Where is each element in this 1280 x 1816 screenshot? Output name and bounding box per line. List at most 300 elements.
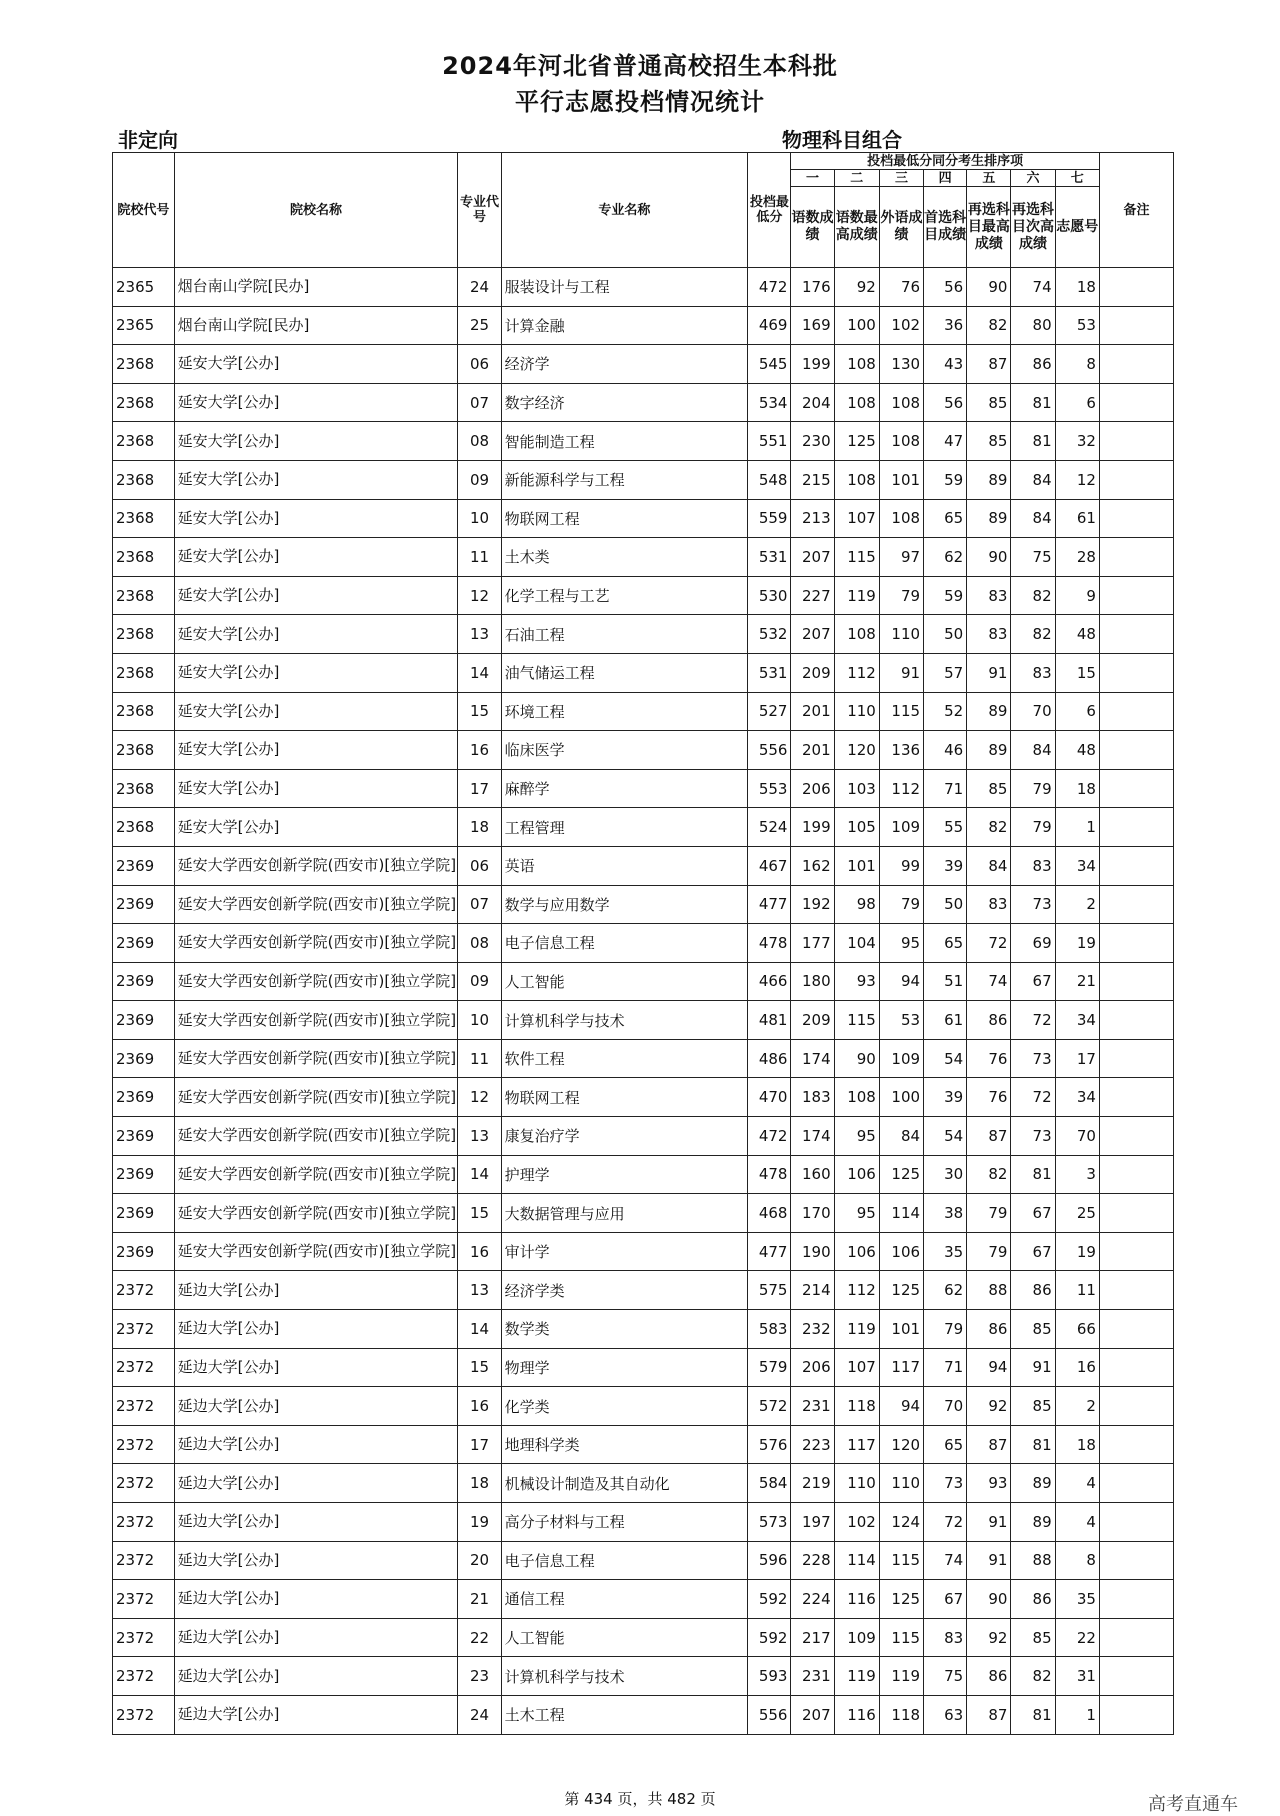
rank1-cell: 180 xyxy=(791,962,834,1001)
school-name-cell: 延边大学[公办] xyxy=(174,1271,458,1310)
rank4-cell: 71 xyxy=(924,1348,967,1387)
school-name-cell: 延安大学[公办] xyxy=(174,345,458,384)
school-code-cell: 2368 xyxy=(113,383,175,422)
rank7-cell: 48 xyxy=(1055,731,1099,770)
major-name-cell: 土木类 xyxy=(501,538,748,577)
rank7-cell: 16 xyxy=(1055,1348,1099,1387)
rank2-cell: 119 xyxy=(834,1657,879,1696)
table-row xyxy=(113,924,1174,963)
table-row xyxy=(113,460,1174,499)
school-name-cell: 延边大学[公办] xyxy=(174,1464,458,1503)
major-code-cell: 15 xyxy=(458,1348,501,1387)
school-code-cell: 2368 xyxy=(113,538,175,577)
major-name-cell: 数学类 xyxy=(501,1310,748,1349)
rank7-cell: 22 xyxy=(1055,1618,1099,1657)
rank3-cell: 102 xyxy=(879,306,923,345)
rank6-cell: 81 xyxy=(1011,383,1055,422)
major-code-cell: 07 xyxy=(458,885,501,924)
rank4-cell: 50 xyxy=(924,615,967,654)
rank2-cell: 115 xyxy=(834,1001,879,1040)
major-name-cell: 经济学 xyxy=(501,345,748,384)
rank7-cell: 4 xyxy=(1055,1503,1099,1542)
rank5-cell: 89 xyxy=(967,731,1011,770)
major-name-cell: 服装设计与工程 xyxy=(501,268,748,307)
school-code-cell: 2369 xyxy=(113,1117,175,1156)
min-score-cell: 556 xyxy=(748,731,791,770)
major-code-cell: 17 xyxy=(458,769,501,808)
remark-cell xyxy=(1099,422,1173,461)
rank1-cell: 162 xyxy=(791,846,834,885)
rank3-cell: 101 xyxy=(879,460,923,499)
major-name-cell: 物联网工程 xyxy=(501,499,748,538)
rank3-cell: 130 xyxy=(879,345,923,384)
school-name-cell: 延安大学[公办] xyxy=(174,383,458,422)
rank1-cell: 204 xyxy=(791,383,834,422)
major-code-cell: 19 xyxy=(458,1503,501,1542)
major-name-cell: 油气储运工程 xyxy=(501,653,748,692)
rank7-cell: 9 xyxy=(1055,576,1099,615)
rank1-cell: 223 xyxy=(791,1425,834,1464)
rank4-cell: 39 xyxy=(924,1078,967,1117)
rank2-cell: 125 xyxy=(834,422,879,461)
major-name-cell: 软件工程 xyxy=(501,1039,748,1078)
rank5-cell: 85 xyxy=(967,383,1011,422)
rank7-cell: 11 xyxy=(1055,1271,1099,1310)
remark-cell xyxy=(1099,345,1173,384)
remark-cell xyxy=(1099,499,1173,538)
min-score-cell: 559 xyxy=(748,499,791,538)
major-code-cell: 16 xyxy=(458,1232,501,1271)
min-score-cell: 592 xyxy=(748,1580,791,1619)
rank2-cell: 109 xyxy=(834,1618,879,1657)
rank4-cell: 65 xyxy=(924,1425,967,1464)
school-code-cell: 2368 xyxy=(113,692,175,731)
major-code-cell: 14 xyxy=(458,1310,501,1349)
major-code-cell: 08 xyxy=(458,924,501,963)
school-code-cell: 2369 xyxy=(113,846,175,885)
rank6-cell: 72 xyxy=(1011,1078,1055,1117)
rank1-cell: 192 xyxy=(791,885,834,924)
rank1-cell: 174 xyxy=(791,1117,834,1156)
school-name-cell: 延安大学[公办] xyxy=(174,769,458,808)
header-school-name: 院校名称 xyxy=(174,153,458,268)
remark-cell xyxy=(1099,692,1173,731)
school-code-cell: 2372 xyxy=(113,1503,175,1542)
rank5-cell: 79 xyxy=(967,1232,1011,1271)
rank4-cell: 65 xyxy=(924,924,967,963)
rank2-cell: 116 xyxy=(834,1695,879,1734)
rank3-cell: 100 xyxy=(879,1078,923,1117)
remark-cell xyxy=(1099,924,1173,963)
min-score-cell: 466 xyxy=(748,962,791,1001)
rank-label: 再选科目最高成绩 xyxy=(967,187,1011,268)
rank7-cell: 28 xyxy=(1055,538,1099,577)
rank4-cell: 30 xyxy=(924,1155,967,1194)
rank4-cell: 79 xyxy=(924,1310,967,1349)
min-score-cell: 572 xyxy=(748,1387,791,1426)
table-row xyxy=(113,769,1174,808)
rank5-cell: 87 xyxy=(967,345,1011,384)
rank4-cell: 71 xyxy=(924,769,967,808)
rank1-cell: 206 xyxy=(791,769,834,808)
rank7-cell: 18 xyxy=(1055,1425,1099,1464)
remark-cell xyxy=(1099,653,1173,692)
rank2-cell: 93 xyxy=(834,962,879,1001)
rank1-cell: 190 xyxy=(791,1232,834,1271)
school-name-cell: 延边大学[公办] xyxy=(174,1695,458,1734)
remark-cell xyxy=(1099,576,1173,615)
min-score-cell: 534 xyxy=(748,383,791,422)
remark-cell xyxy=(1099,268,1173,307)
table-row xyxy=(113,383,1174,422)
rank4-cell: 36 xyxy=(924,306,967,345)
school-code-cell: 2372 xyxy=(113,1657,175,1696)
min-score-cell: 593 xyxy=(748,1657,791,1696)
rank4-cell: 63 xyxy=(924,1695,967,1734)
min-score-cell: 472 xyxy=(748,268,791,307)
rank4-cell: 43 xyxy=(924,345,967,384)
major-name-cell: 电子信息工程 xyxy=(501,924,748,963)
rank2-cell: 108 xyxy=(834,345,879,384)
school-name-cell: 延安大学[公办] xyxy=(174,653,458,692)
major-code-cell: 15 xyxy=(458,1194,501,1233)
rank5-cell: 76 xyxy=(967,1078,1011,1117)
table-row xyxy=(113,808,1174,847)
table-row xyxy=(113,1348,1174,1387)
rank4-cell: 47 xyxy=(924,422,967,461)
major-code-cell: 25 xyxy=(458,306,501,345)
school-code-cell: 2369 xyxy=(113,1155,175,1194)
school-code-cell: 2369 xyxy=(113,885,175,924)
rank6-cell: 84 xyxy=(1011,731,1055,770)
subject-group-label: 物理科目组合 xyxy=(782,128,902,152)
rank7-cell: 18 xyxy=(1055,769,1099,808)
major-name-cell: 计算机科学与技术 xyxy=(501,1001,748,1040)
rank2-cell: 92 xyxy=(834,268,879,307)
remark-cell xyxy=(1099,1155,1173,1194)
rank7-cell: 4 xyxy=(1055,1464,1099,1503)
table-row xyxy=(113,345,1174,384)
rank6-cell: 73 xyxy=(1011,885,1055,924)
school-name-cell: 延安大学西安创新学院(西安市)[独立学院] xyxy=(174,924,458,963)
rank2-cell: 98 xyxy=(834,885,879,924)
remark-cell xyxy=(1099,885,1173,924)
rank-number: 五 xyxy=(967,170,1011,187)
min-score-cell: 575 xyxy=(748,1271,791,1310)
school-code-cell: 2372 xyxy=(113,1387,175,1426)
rank7-cell: 18 xyxy=(1055,268,1099,307)
remark-cell xyxy=(1099,1503,1173,1542)
rank6-cell: 85 xyxy=(1011,1618,1055,1657)
rank6-cell: 81 xyxy=(1011,1155,1055,1194)
school-name-cell: 延边大学[公办] xyxy=(174,1541,458,1580)
rank5-cell: 84 xyxy=(967,846,1011,885)
school-name-cell: 延安大学西安创新学院(西安市)[独立学院] xyxy=(174,1232,458,1271)
school-code-cell: 2368 xyxy=(113,499,175,538)
rank1-cell: 219 xyxy=(791,1464,834,1503)
rank1-cell: 207 xyxy=(791,538,834,577)
table-row xyxy=(113,1541,1174,1580)
rank1-cell: 209 xyxy=(791,653,834,692)
rank2-cell: 95 xyxy=(834,1117,879,1156)
rank7-cell: 17 xyxy=(1055,1039,1099,1078)
remark-cell xyxy=(1099,306,1173,345)
page-title-line2: 平行志愿投档情况统计 xyxy=(515,88,765,116)
major-name-cell: 英语 xyxy=(501,846,748,885)
rank7-cell: 48 xyxy=(1055,615,1099,654)
major-code-cell: 11 xyxy=(458,538,501,577)
school-code-cell: 2372 xyxy=(113,1348,175,1387)
major-code-cell: 07 xyxy=(458,383,501,422)
rank4-cell: 54 xyxy=(924,1039,967,1078)
table-row xyxy=(113,422,1174,461)
min-score-cell: 531 xyxy=(748,538,791,577)
rank5-cell: 76 xyxy=(967,1039,1011,1078)
rank2-cell: 90 xyxy=(834,1039,879,1078)
rank6-cell: 85 xyxy=(1011,1310,1055,1349)
rank2-cell: 100 xyxy=(834,306,879,345)
rank7-cell: 25 xyxy=(1055,1194,1099,1233)
school-code-cell: 2372 xyxy=(113,1618,175,1657)
school-code-cell: 2368 xyxy=(113,769,175,808)
rank5-cell: 82 xyxy=(967,306,1011,345)
min-score-cell: 467 xyxy=(748,846,791,885)
major-code-cell: 24 xyxy=(458,1695,501,1734)
min-score-cell: 584 xyxy=(748,1464,791,1503)
school-name-cell: 延安大学[公办] xyxy=(174,692,458,731)
rank6-cell: 88 xyxy=(1011,1541,1055,1580)
major-code-cell: 21 xyxy=(458,1580,501,1619)
rank7-cell: 2 xyxy=(1055,885,1099,924)
major-code-cell: 06 xyxy=(458,345,501,384)
school-code-cell: 2372 xyxy=(113,1310,175,1349)
rank7-cell: 35 xyxy=(1055,1580,1099,1619)
rank4-cell: 59 xyxy=(924,460,967,499)
rank6-cell: 67 xyxy=(1011,962,1055,1001)
remark-cell xyxy=(1099,1117,1173,1156)
remark-cell xyxy=(1099,1387,1173,1426)
table-row xyxy=(113,1503,1174,1542)
school-name-cell: 烟台南山学院[民办] xyxy=(174,268,458,307)
rank-label: 再选科目次高成绩 xyxy=(1011,187,1055,268)
rank5-cell: 87 xyxy=(967,1117,1011,1156)
min-score-cell: 548 xyxy=(748,460,791,499)
major-code-cell: 18 xyxy=(458,808,501,847)
rank6-cell: 81 xyxy=(1011,1695,1055,1734)
major-name-cell: 工程管理 xyxy=(501,808,748,847)
major-code-cell: 06 xyxy=(458,846,501,885)
remark-cell xyxy=(1099,846,1173,885)
major-name-cell: 通信工程 xyxy=(501,1580,748,1619)
remark-cell xyxy=(1099,1464,1173,1503)
rank6-cell: 67 xyxy=(1011,1194,1055,1233)
school-code-cell: 2368 xyxy=(113,615,175,654)
rank6-cell: 89 xyxy=(1011,1464,1055,1503)
major-code-cell: 13 xyxy=(458,1271,501,1310)
rank2-cell: 106 xyxy=(834,1155,879,1194)
school-code-cell: 2368 xyxy=(113,576,175,615)
rank7-cell: 19 xyxy=(1055,924,1099,963)
min-score-cell: 527 xyxy=(748,692,791,731)
rank-number: 一 xyxy=(791,170,834,187)
rank7-cell: 61 xyxy=(1055,499,1099,538)
rank3-cell: 79 xyxy=(879,885,923,924)
major-name-cell: 土木工程 xyxy=(501,1695,748,1734)
rank6-cell: 82 xyxy=(1011,1657,1055,1696)
rank5-cell: 89 xyxy=(967,460,1011,499)
min-score-cell: 524 xyxy=(748,808,791,847)
rank4-cell: 56 xyxy=(924,268,967,307)
rank1-cell: 199 xyxy=(791,808,834,847)
rank2-cell: 116 xyxy=(834,1580,879,1619)
school-code-cell: 2368 xyxy=(113,422,175,461)
remark-cell xyxy=(1099,1580,1173,1619)
remark-cell xyxy=(1099,1657,1173,1696)
major-name-cell: 康复治疗学 xyxy=(501,1117,748,1156)
rank3-cell: 112 xyxy=(879,769,923,808)
rank1-cell: 214 xyxy=(791,1271,834,1310)
school-name-cell: 延安大学[公办] xyxy=(174,422,458,461)
rank7-cell: 34 xyxy=(1055,846,1099,885)
rank3-cell: 94 xyxy=(879,1387,923,1426)
rank4-cell: 74 xyxy=(924,1541,967,1580)
school-name-cell: 延边大学[公办] xyxy=(174,1425,458,1464)
rank2-cell: 117 xyxy=(834,1425,879,1464)
rank2-cell: 108 xyxy=(834,615,879,654)
school-code-cell: 2372 xyxy=(113,1695,175,1734)
rank1-cell: 230 xyxy=(791,422,834,461)
min-score-cell: 469 xyxy=(748,306,791,345)
school-code-cell: 2369 xyxy=(113,1194,175,1233)
rank-number: 三 xyxy=(879,170,923,187)
rank2-cell: 119 xyxy=(834,1310,879,1349)
remark-cell xyxy=(1099,1618,1173,1657)
rank7-cell: 31 xyxy=(1055,1657,1099,1696)
major-name-cell: 护理学 xyxy=(501,1155,748,1194)
school-code-cell: 2368 xyxy=(113,653,175,692)
rank3-cell: 125 xyxy=(879,1155,923,1194)
rank6-cell: 84 xyxy=(1011,460,1055,499)
rank1-cell: 170 xyxy=(791,1194,834,1233)
rank3-cell: 99 xyxy=(879,846,923,885)
major-code-cell: 14 xyxy=(458,1155,501,1194)
table-row xyxy=(113,1232,1174,1271)
major-code-cell: 15 xyxy=(458,692,501,731)
table-row xyxy=(113,731,1174,770)
table-row xyxy=(113,1078,1174,1117)
min-score-cell: 530 xyxy=(748,576,791,615)
table-row xyxy=(113,1194,1174,1233)
remark-cell xyxy=(1099,1194,1173,1233)
school-name-cell: 延边大学[公办] xyxy=(174,1310,458,1349)
school-code-cell: 2372 xyxy=(113,1580,175,1619)
rank6-cell: 79 xyxy=(1011,808,1055,847)
rank1-cell: 206 xyxy=(791,1348,834,1387)
major-name-cell: 数字经济 xyxy=(501,383,748,422)
rank4-cell: 57 xyxy=(924,653,967,692)
school-code-cell: 2372 xyxy=(113,1425,175,1464)
rank1-cell: 174 xyxy=(791,1039,834,1078)
table-row xyxy=(113,1425,1174,1464)
major-code-cell: 24 xyxy=(458,268,501,307)
table-row xyxy=(113,1039,1174,1078)
major-name-cell: 地理科学类 xyxy=(501,1425,748,1464)
major-code-cell: 13 xyxy=(458,1117,501,1156)
major-code-cell: 23 xyxy=(458,1657,501,1696)
category-label: 非定向 xyxy=(118,128,178,152)
rank6-cell: 80 xyxy=(1011,306,1055,345)
rank6-cell: 74 xyxy=(1011,268,1055,307)
rank4-cell: 70 xyxy=(924,1387,967,1426)
rank1-cell: 231 xyxy=(791,1657,834,1696)
header-min-score: 投档最低分 xyxy=(748,153,791,268)
rank1-cell: 227 xyxy=(791,576,834,615)
table-row xyxy=(113,538,1174,577)
major-name-cell: 人工智能 xyxy=(501,962,748,1001)
major-code-cell: 18 xyxy=(458,1464,501,1503)
rank5-cell: 92 xyxy=(967,1387,1011,1426)
rank2-cell: 108 xyxy=(834,383,879,422)
min-score-cell: 573 xyxy=(748,1503,791,1542)
remark-cell xyxy=(1099,1425,1173,1464)
min-score-cell: 576 xyxy=(748,1425,791,1464)
rank-label: 首选科目成绩 xyxy=(924,187,967,268)
school-name-cell: 延边大学[公办] xyxy=(174,1503,458,1542)
table-row xyxy=(113,576,1174,615)
rank6-cell: 81 xyxy=(1011,1425,1055,1464)
rank6-cell: 86 xyxy=(1011,345,1055,384)
min-score-cell: 551 xyxy=(748,422,791,461)
school-name-cell: 延安大学[公办] xyxy=(174,460,458,499)
rank1-cell: 213 xyxy=(791,499,834,538)
school-code-cell: 2369 xyxy=(113,1039,175,1078)
rank1-cell: 228 xyxy=(791,1541,834,1580)
major-code-cell: 22 xyxy=(458,1618,501,1657)
major-code-cell: 16 xyxy=(458,1387,501,1426)
remark-cell xyxy=(1099,1271,1173,1310)
school-code-cell: 2365 xyxy=(113,306,175,345)
header-remark: 备注 xyxy=(1099,153,1173,268)
rank1-cell: 224 xyxy=(791,1580,834,1619)
rank3-cell: 115 xyxy=(879,692,923,731)
rank1-cell: 199 xyxy=(791,345,834,384)
rank2-cell: 110 xyxy=(834,692,879,731)
rank3-cell: 125 xyxy=(879,1580,923,1619)
min-score-cell: 592 xyxy=(748,1618,791,1657)
rank2-cell: 102 xyxy=(834,1503,879,1542)
rank7-cell: 6 xyxy=(1055,383,1099,422)
min-score-cell: 579 xyxy=(748,1348,791,1387)
school-name-cell: 延边大学[公办] xyxy=(174,1580,458,1619)
header-major-code: 专业代号 xyxy=(458,153,501,268)
table-row xyxy=(113,1155,1174,1194)
major-code-cell: 16 xyxy=(458,731,501,770)
min-score-cell: 596 xyxy=(748,1541,791,1580)
school-name-cell: 烟台南山学院[民办] xyxy=(174,306,458,345)
school-name-cell: 延安大学西安创新学院(西安市)[独立学院] xyxy=(174,1155,458,1194)
major-code-cell: 20 xyxy=(458,1541,501,1580)
table-row xyxy=(113,1001,1174,1040)
remark-cell xyxy=(1099,1310,1173,1349)
rank4-cell: 35 xyxy=(924,1232,967,1271)
major-name-cell: 审计学 xyxy=(501,1232,748,1271)
school-name-cell: 延安大学西安创新学院(西安市)[独立学院] xyxy=(174,962,458,1001)
rank-number: 七 xyxy=(1055,170,1099,187)
rank3-cell: 115 xyxy=(879,1541,923,1580)
school-name-cell: 延边大学[公办] xyxy=(174,1657,458,1696)
rank4-cell: 67 xyxy=(924,1580,967,1619)
rank7-cell: 32 xyxy=(1055,422,1099,461)
